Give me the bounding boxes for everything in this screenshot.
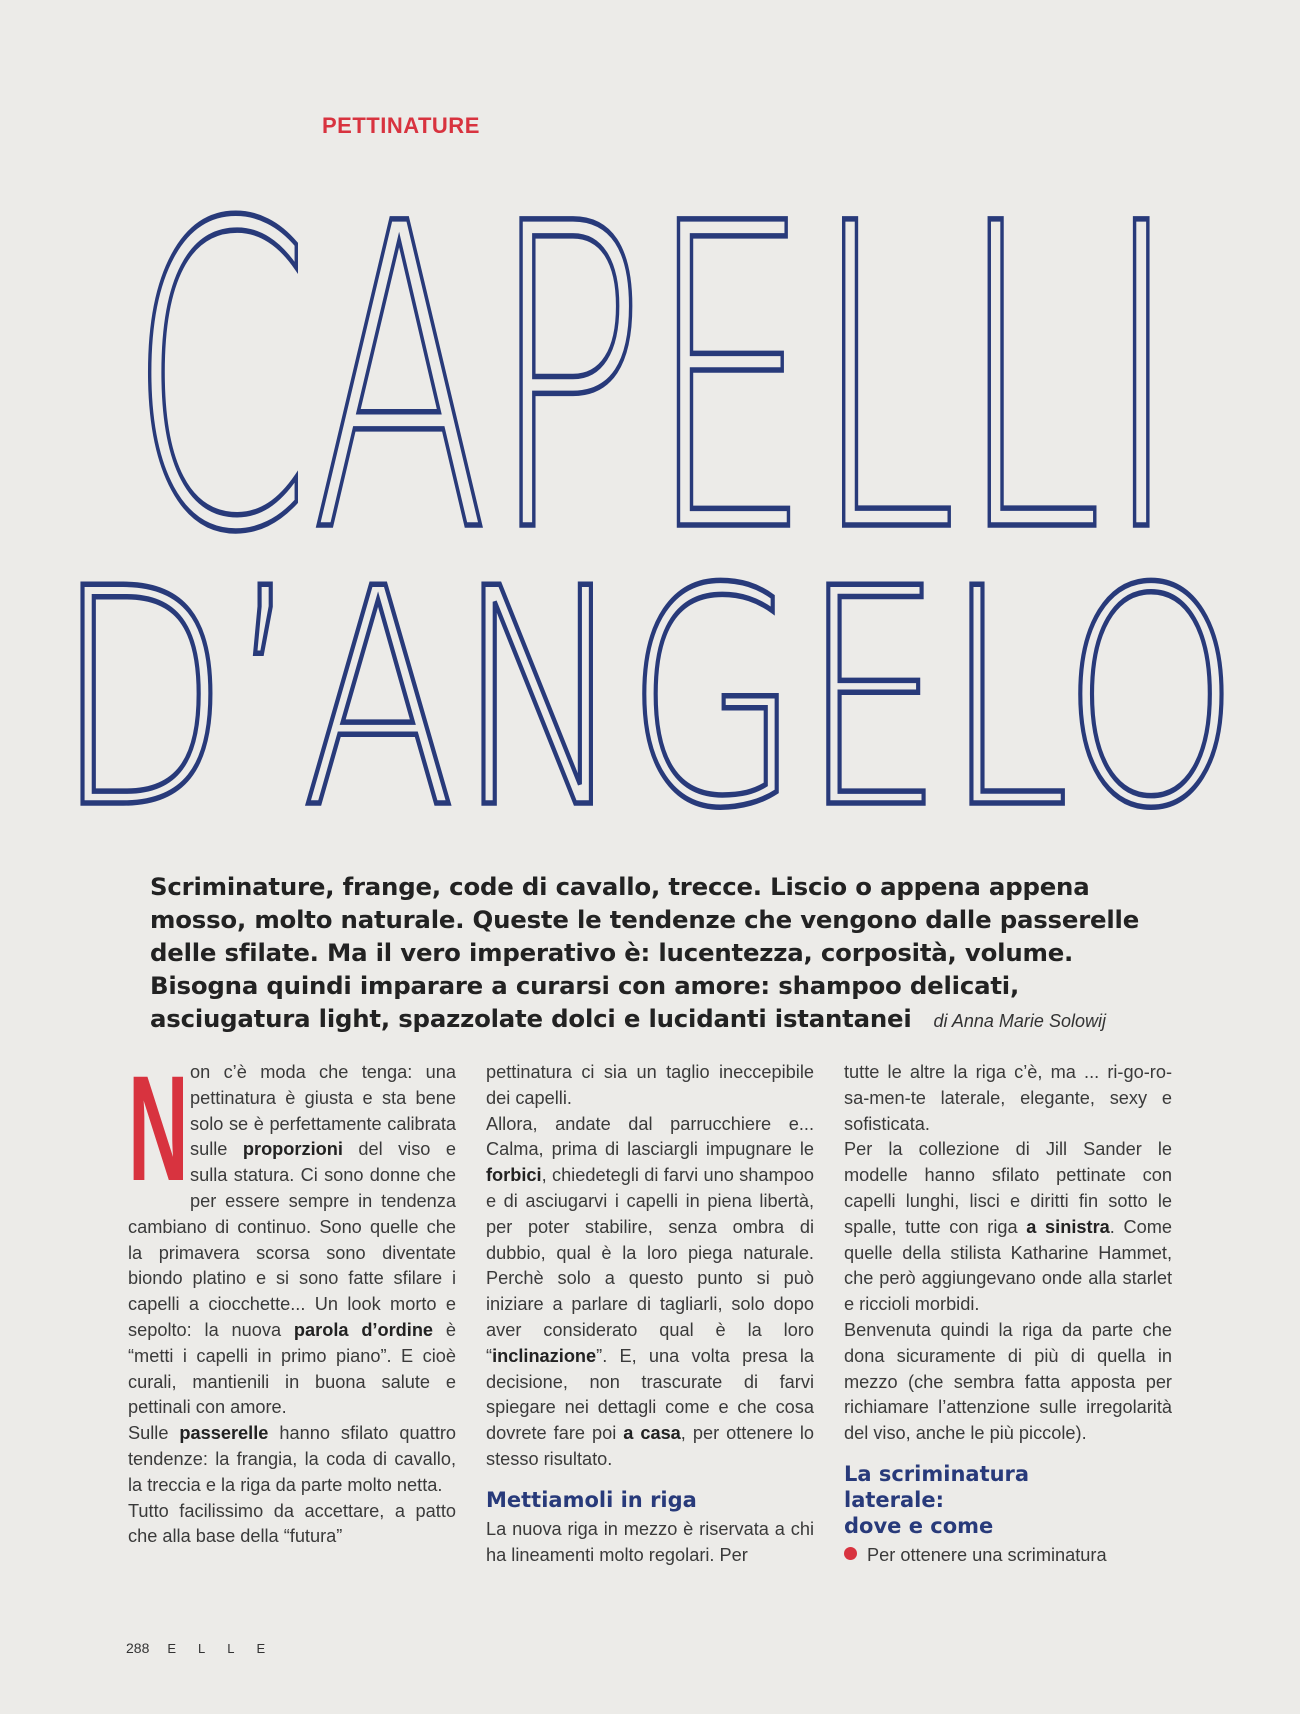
body-text: pettinatura ci sia un taglio ineccepibile dei capelli. (486, 1062, 814, 1108)
page-number: 288 (126, 1640, 150, 1656)
subheading: Mettiamoli in riga (486, 1487, 697, 1512)
body-text: Benvenuta quindi la riga da parte che dona sicuramente di più di quella in mezzo (che sembra fatta apposta per richiamare l’attenzione sulle irregolarità del viso, anche le più piccole). (844, 1319, 1172, 1444)
body-text: è “metti i capelli in primo piano”. E cioè curali, mantienili in buona salute e pettinali con amore. (128, 1319, 457, 1418)
headline-line-2: D’ANGELO (55, 525, 1240, 860)
body-text: ”. E, una volta presa la decisione, non trascurate di farvi spiegare nei dettagli come e che cosa dovrete fare poi (486, 1345, 814, 1444)
subheading-line: dove e come (844, 1513, 994, 1538)
body-text: La nuova riga in mezzo è riservata a chi ha lineamenti molto regolari. Per (486, 1518, 814, 1565)
keyword: inclinazione (492, 1345, 597, 1366)
subheading-line: laterale: (844, 1487, 945, 1512)
keyword: forbici (486, 1165, 542, 1186)
body-text: del viso e sulla statura. Ci sono donne che per essere sempre in tendenza cambiano di continuo. Sono quelle che la primavera scorsa sono diventate biondo platino e si sono fatte sfilare i capelli a ciocchette... Un look morto e sepolto: la nuova (128, 1139, 456, 1340)
body-text: . Come quelle della stilista Katharine Hammet, che però aggiungevano onde alla starlet e riccioli morbidi. (844, 1216, 1172, 1315)
subheading-line: La scriminatura (844, 1461, 1030, 1486)
body-text: on c’è moda che tenga: una pettinatura è giusta e sta bene solo se è perfettamente calibrata sulle (190, 1062, 456, 1160)
keyword: a casa (623, 1423, 681, 1444)
keyword: proporzioni (242, 1139, 343, 1160)
keyword: a sinistra (1026, 1216, 1110, 1237)
standfirst (150, 870, 1160, 1038)
subheading (844, 1461, 1172, 1539)
body-text: Sulle (128, 1423, 180, 1444)
bullet-icon (844, 1547, 857, 1560)
keyword: passerelle (179, 1423, 269, 1444)
body-text: Per la collezione di Jill Sander le modelle hanno sfilato pettinate con capelli lunghi, lisci e diritti fin sotto le spalle, tutte con riga (844, 1139, 1172, 1237)
body-text: Allora, andate dal parrucchiere e... Calma, prima di lasciargli impugnare le (486, 1113, 814, 1160)
body-column-1 (128, 1044, 457, 1550)
body-text: hanno sfilato quattro tendenze: la frangia, la coda di cavallo, la treccia e la riga da parte molto netta. (128, 1423, 456, 1495)
headline-line-1: CAPELLI (128, 136, 1180, 625)
section-label: PETTINATURE (322, 113, 480, 138)
body-text: , per ottenere lo stesso risultato. (486, 1423, 814, 1469)
standfirst-text: Scriminature, frange, code di cavallo, trecce. Liscio o appena appena mosso, molto naturale. Queste le tendenze che vengono dalle passerelle delle sfilate. Ma il vero imperativo è: lucentezza, corposità, volume. Bisogna quindi imparare a curarsi con amore: shampoo delicati, asciugatura light, spazzolate dolci e lucidanti istantanei (150, 872, 1140, 1033)
body-column-3 (844, 1060, 1172, 1569)
byline: di Anna Marie Solowij (933, 1011, 1106, 1031)
keyword: parola d’ordine (293, 1319, 434, 1340)
magazine-name: ELLE (167, 1641, 288, 1656)
body-text: tutte le altre la riga c’è, ma ... ri-go-ro-sa-men-te laterale, elegante, sexy e sofisticata. (844, 1062, 1172, 1134)
drop-cap: N (128, 1044, 188, 1212)
body-text: Tutto facilissimo da accettare, a patto che alla base della “futura” (128, 1500, 456, 1547)
body-column-2 (486, 1060, 814, 1568)
body-text: , chiedetegli di farvi uno shampoo e di asciugarvi i capelli in piena libertà, per poter stabilire, senza ombra di dubbio, qual è la loro piega naturale. Perchè solo a questo punto si può iniziare a parlare di tagliarli, solo dopo aver considerato qual è la loro “ (486, 1165, 814, 1366)
body-text: Per ottenere una scriminatura (867, 1544, 1107, 1565)
page-footer (126, 1640, 287, 1656)
